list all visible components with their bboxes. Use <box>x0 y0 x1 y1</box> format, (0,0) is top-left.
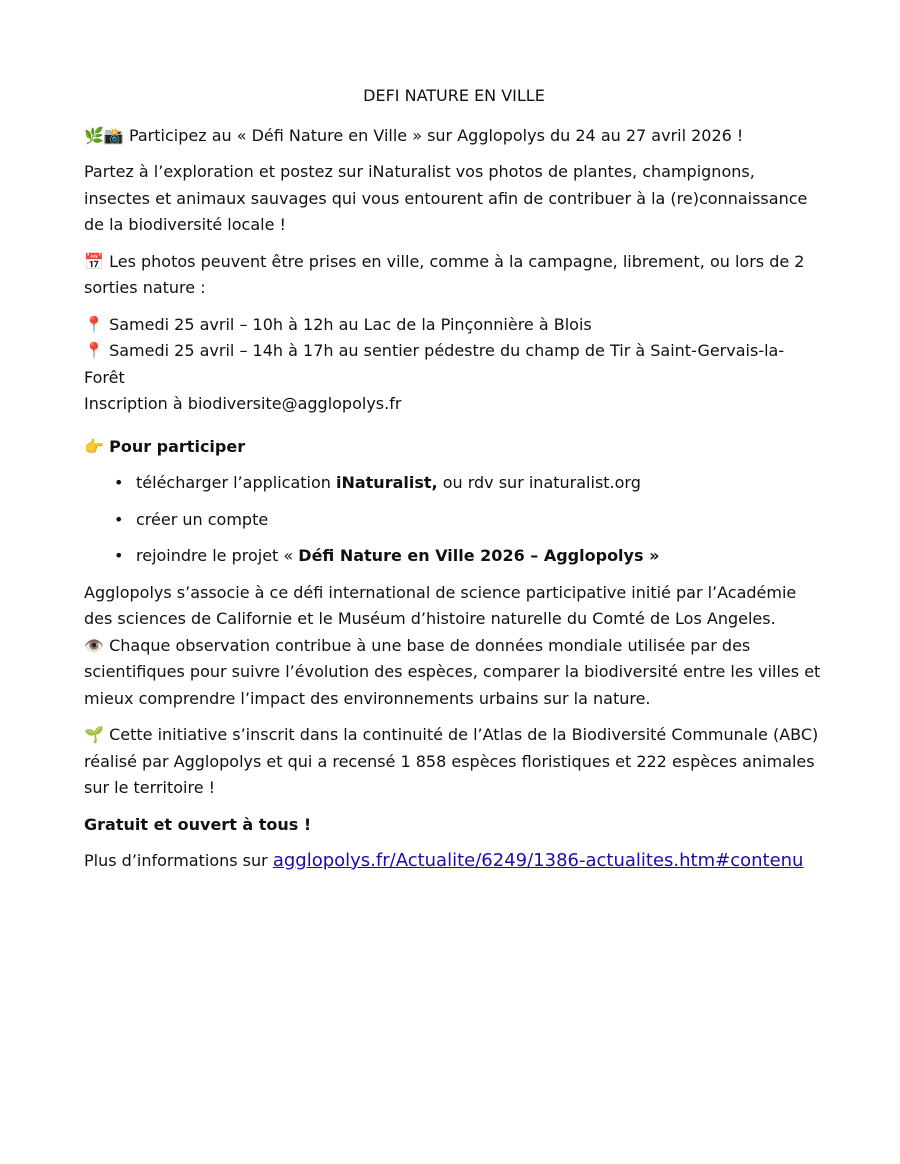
step-bold-text: Défi Nature en Ville 2026 – Agglopolys » <box>298 546 660 565</box>
step-text: télécharger l’application <box>136 473 336 492</box>
step-text: ou rdv sur inaturalist.org <box>437 473 641 492</box>
initiative-paragraph <box>84 722 824 802</box>
steps-list <box>84 470 824 570</box>
bullet-icon: • <box>114 509 124 529</box>
step-text: rejoindre le projet « <box>136 546 299 565</box>
outing-text: Samedi 25 avril – 10h à 12h au Lac de la Pinçonnière à Blois <box>109 314 592 334</box>
photos-text: Les photos peuvent être prises en ville, comme à la campagne, librement, ou lors de 2 sorties nature : <box>84 251 805 297</box>
outing-item <box>84 338 824 391</box>
list-item <box>114 543 824 570</box>
outing-text: Samedi 25 avril – 14h à 17h au sentier pédestre du champ de Tir à Saint-Gervais-la-Forêt <box>84 341 785 387</box>
photos-paragraph <box>84 249 824 302</box>
registration-line: Inscription à biodiversite@agglopolys.fr <box>84 394 402 413</box>
page-title: DEFI NATURE EN VILLE <box>363 86 545 105</box>
calendar-icon: 📅 <box>84 251 104 271</box>
initiative-text: Cette initiative s’inscrit dans la continuité de l’Atlas de la Biodiversité Communale (ABC) réalisé par Agglopolys et qui a recensé 1 858 espèces floristiques et 222 espèces animales sur le territoire ! <box>84 725 819 797</box>
participate-heading <box>84 434 824 461</box>
pin-icon: 📍 <box>84 341 104 360</box>
eye-icon: 👁️ <box>84 635 104 655</box>
leaf-camera-icon: 🌿📸 <box>84 125 124 145</box>
pin-icon: 📍 <box>84 314 104 334</box>
seedling-icon: 🌱 <box>84 725 104 744</box>
pointing-hand-icon: 👉 <box>84 436 104 456</box>
document-body <box>84 83 824 885</box>
observation-paragraph <box>84 633 824 713</box>
bullet-icon: • <box>114 546 124 565</box>
step-bold-text: iNaturalist, <box>335 473 438 492</box>
intro-text: Participez au « Défi Nature en Ville » sur Agglopolys du 24 au 27 avril 2026 ! <box>128 125 744 145</box>
free-access-note: Gratuit et ouvert à tous ! <box>84 814 312 834</box>
more-info-prefix: Plus d’informations sur <box>84 851 273 870</box>
step-text: créer un compte <box>136 509 269 529</box>
more-info-link[interactable]: agglopolys.fr/Actualite/6249/1386-actualites.htm#contenu <box>272 850 804 871</box>
partnership-paragraph: Agglopolys s’associe à ce défi international de science participative initié par l’Académie des sciences de Californie et le Muséum d’histoire naturelle du Comté de Los Angeles. <box>84 582 797 628</box>
outing-item <box>84 312 824 339</box>
more-info-paragraph <box>84 848 824 875</box>
participate-heading-text: Pour participer <box>109 436 246 456</box>
list-item <box>114 507 824 534</box>
spacer <box>84 418 824 434</box>
observation-text: Chaque observation contribue à une base de données mondiale utilisée par des scientifiques pour suivre l’évolution des espèces, comparer la biodiversité entre les villes et mieux comprendre l’impact des environnements urbains sur la nature. <box>84 635 821 708</box>
list-item <box>114 470 824 497</box>
bullet-icon: • <box>114 473 124 492</box>
outings-block <box>84 312 824 418</box>
explore-paragraph: Partez à l’exploration et postez sur iNaturalist vos photos de plantes, champignons, insectes et animaux sauvages qui vous entourent afin de contribuer à la (re)connaissance de la biodiversité locale ! <box>84 162 808 234</box>
intro-paragraph <box>84 123 824 150</box>
